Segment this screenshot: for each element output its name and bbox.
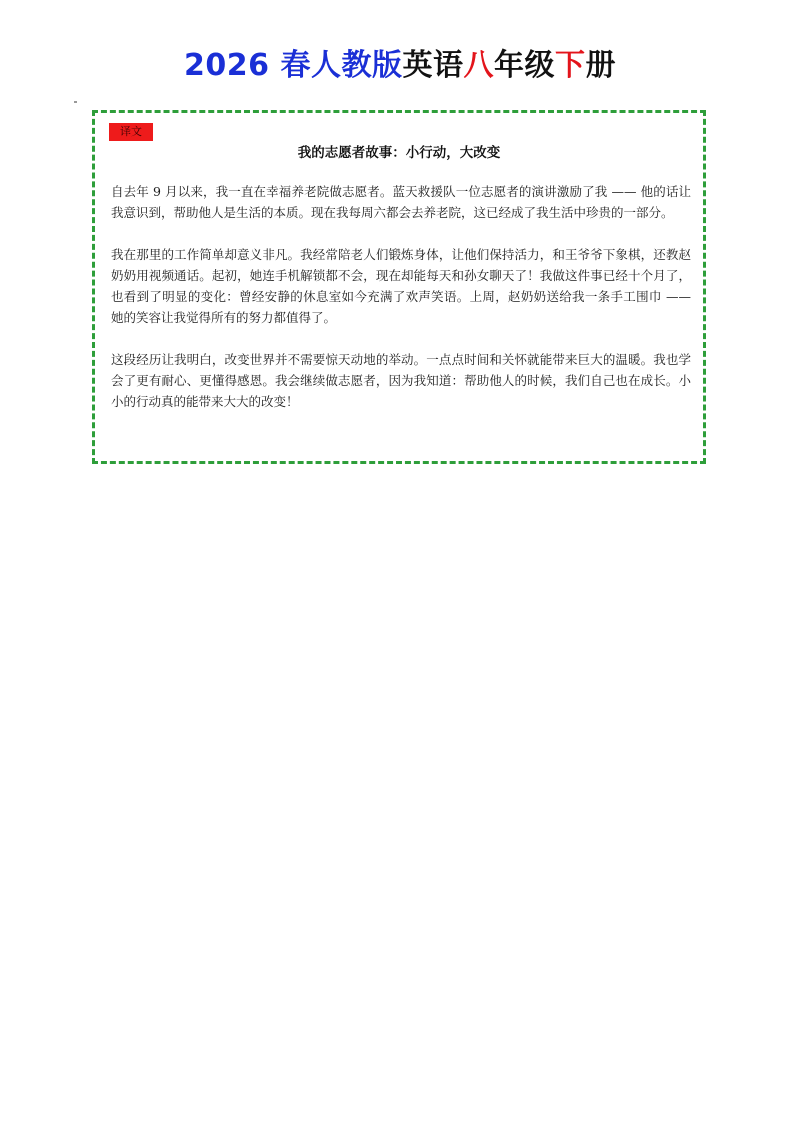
scan-dot-mark xyxy=(74,101,77,103)
paragraph-2: 我在那里的工作简单却意义非凡。我经常陪老人们锻炼身体，让他们保持活力，和王爷爷下象棋，还教赵奶奶用视频通话。起初，她连手机解锁都不会，现在却能每天和孙女聊天了！我做这件事已经十个月了，也看到了明显的变化：曾经安静的休息室如今充满了欢声笑语。上周，赵奶奶送给我一条手工围巾 —— 她的笑容让我觉得所有的努力都值得了。 xyxy=(111,247,691,325)
header-segment-lower: 下 xyxy=(554,48,586,83)
translation-tag: 译文 xyxy=(109,123,153,141)
page-header-title xyxy=(0,44,800,88)
translation-frame xyxy=(92,110,706,464)
document-body xyxy=(111,181,691,412)
header-segment-grade-book: 2026 春人教版 xyxy=(184,48,403,83)
header-segment-eight: 八 xyxy=(463,48,494,83)
paragraph-1: 自去年 9 月以来，我一直在幸福养老院做志愿者。蓝天救援队一位志愿者的演讲激励了我 —— 他的话让我意识到，帮助他人是生活的本质。现在我每周六都会去养老院，这已经成了我生活中珍贵的一部分。 xyxy=(111,184,691,220)
header-segment-subject: 英语 xyxy=(402,48,464,83)
document-title: 我的志愿者故事：小行动，大改变 xyxy=(297,145,501,161)
header-segment-grade: 年级 xyxy=(493,48,555,83)
header-segment-volume: 册 xyxy=(585,48,616,83)
paragraph-3: 这段经历让我明白，改变世界并不需要惊天动地的举动。一点点时间和关怀就能带来巨大的温暖。我也学会了更有耐心、更懂得感恩。我会继续做志愿者，因为我知道：帮助他人的时候，我们自己也在成长。小小的行动真的能带来大大的改变！ xyxy=(111,352,691,409)
